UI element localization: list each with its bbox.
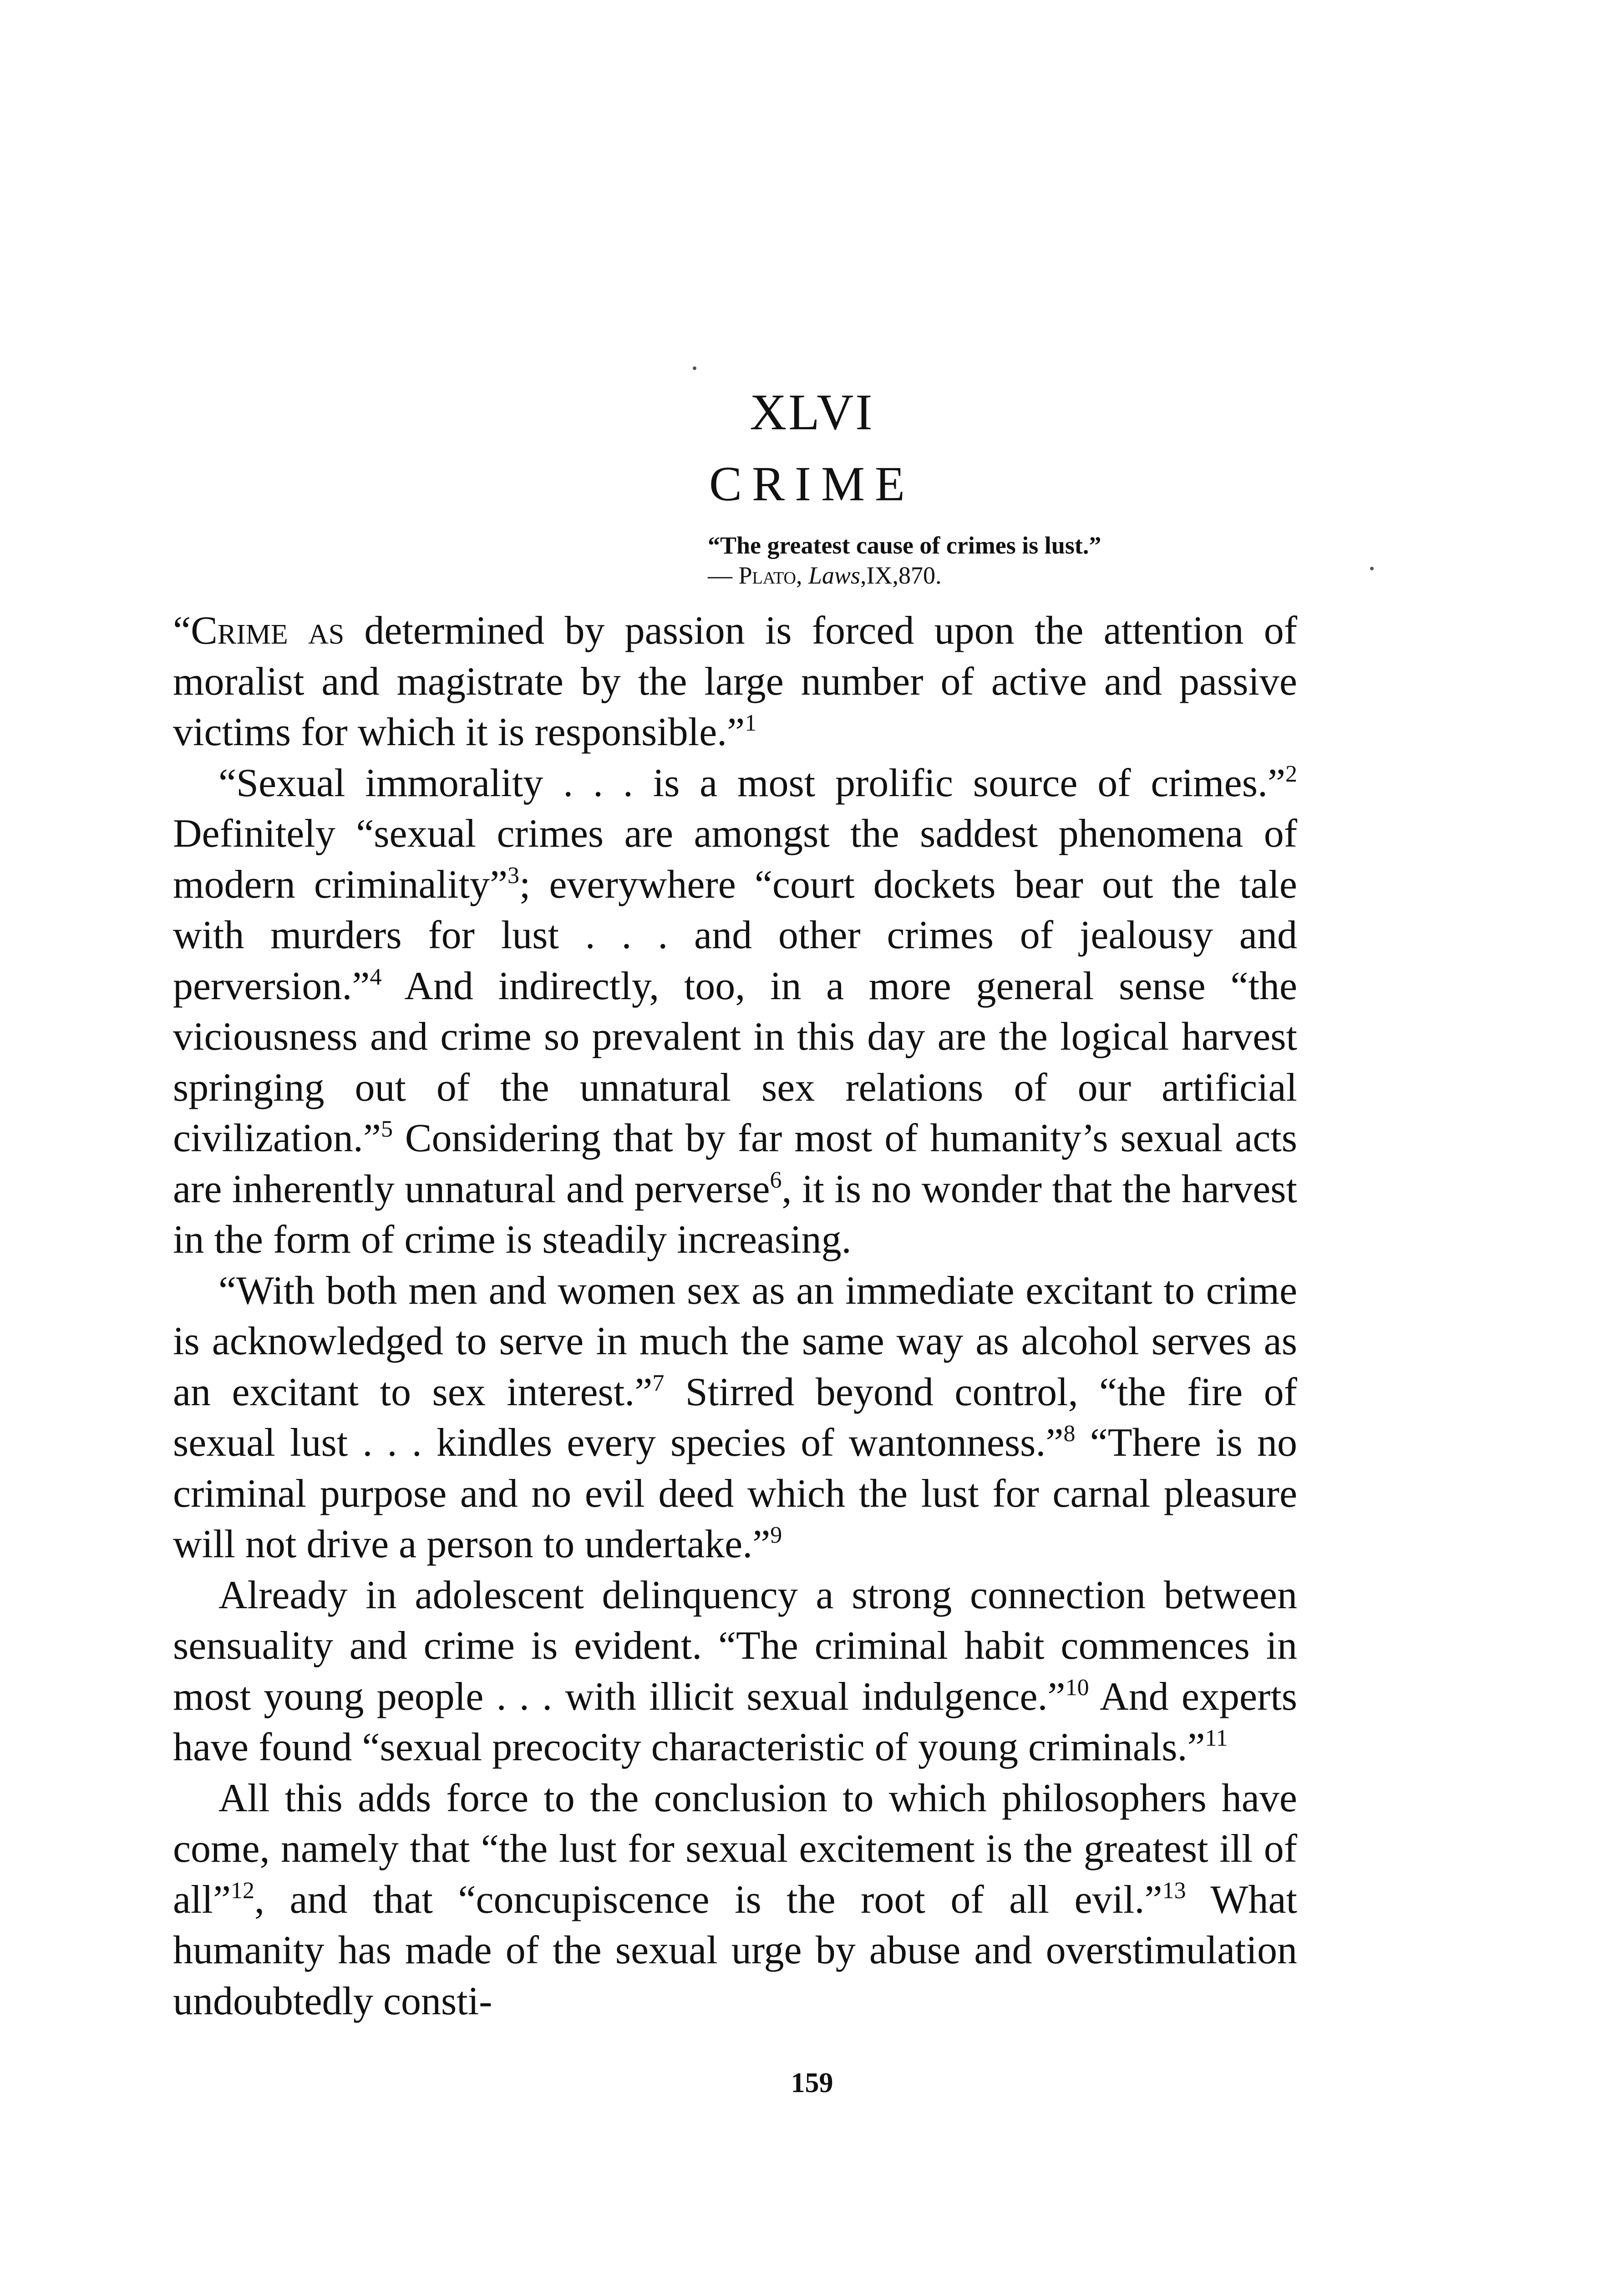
small-caps-lead: Crime as [191,609,345,653]
epigraph-locus: ,IX,870. [860,562,942,589]
paragraph [173,605,1297,758]
footnote-marker: 5 [381,1116,393,1142]
footnote-marker: 9 [770,1522,782,1548]
chapter-number: XLVI [750,384,874,441]
text-run: Already in adolescent delinquency a strong connection between sensuality and crime is evident. “The criminal habit commences in most young people . . . with illicit sexual indulgence.” [173,1573,1297,1719]
footnote-marker: 12 [231,1877,255,1904]
text-run: determined by passion is forced upon the attention of moralist and magistrate by the large number of active and passive victims for which it is responsible.” [173,609,1297,754]
epigraph-work: Laws [808,562,861,589]
footnote-marker: 3 [508,862,519,889]
text-run: Definitely “sexual crimes are amongst the saddest phenomena of modern criminality” [173,812,1297,907]
footnote-marker: 8 [1063,1421,1076,1447]
epigraph-quote: “The greatest cause of crimes is lust.” [708,532,1101,559]
body-text [173,605,1297,2027]
print-speck [1370,567,1374,570]
chapter-title: CRIME [709,457,915,511]
text-run: Considering that by far most of humanity’s sexual acts are inherently unnatural and perverse [173,1116,1297,1211]
epigraph [708,530,1299,590]
text-run: And experts have found “sexual precocity characteristic of young criminals.” [173,1674,1298,1769]
text-run: , it is no wonder that the harvest in the form of crime is steadily increasing. [173,1167,1297,1262]
opening-quote: “ [173,609,191,653]
text-run: , and that “concupiscence is the root of all evil.” [254,1877,1162,1922]
paragraph [173,1773,1297,2027]
footnote-marker: 4 [370,964,382,990]
text-run: “Sexual immorality . . . is a most prolific source of crimes.” [218,761,1285,805]
paragraph [173,1265,1297,1570]
footnote-marker: 6 [770,1167,782,1193]
print-speck [693,366,696,370]
footnote-marker: 13 [1162,1877,1186,1904]
text-run: What humanity has made of the sexual urge by abuse and overstimulation undoubtedly consti- [173,1877,1298,2023]
paragraph [173,1570,1297,1773]
text-run: ; everywhere “court dockets bear out the tale with murders for lust . . . and other crimes of jealousy and perversion.” [173,862,1297,1008]
text-run: All this adds force to the conclusion to which philosophers have come, namely that “the lust for sexual excitement is the greatest ill of all” [173,1776,1297,1922]
epigraph-comma: , [796,562,808,589]
page-number: 159 [791,2068,833,2098]
text-run: Stirred beyond control, “the fire of sexual lust . . . kindles every species of wantonness.” [173,1370,1297,1465]
footnote-marker: 11 [1205,1725,1228,1751]
epigraph-attribution [708,560,1299,590]
footnote-marker: 2 [1285,761,1297,787]
paragraph [173,758,1297,1265]
text-run: And indirectly, too, in a more general sense “the viciousness and crime so prevalent in this day are the logical harvest springing out of the unnatural sex relations of our artificial civilization.” [173,964,1297,1160]
footnote-marker: 1 [745,710,757,736]
epigraph-author: Plato [738,562,796,589]
footnote-marker: 10 [1065,1674,1089,1701]
footnote-marker: 7 [652,1370,665,1396]
text-run: “There is no criminal purpose and no evil deed which the lust for carnal pleasure will not drive a person to undertake.” [173,1421,1297,1566]
epigraph-dash: — [708,562,739,589]
text-run: “With both men and women sex as an immediate excitant to crime is acknowledged to serve in much the same way as alcohol serves as an excitant to sex interest.” [173,1268,1297,1414]
